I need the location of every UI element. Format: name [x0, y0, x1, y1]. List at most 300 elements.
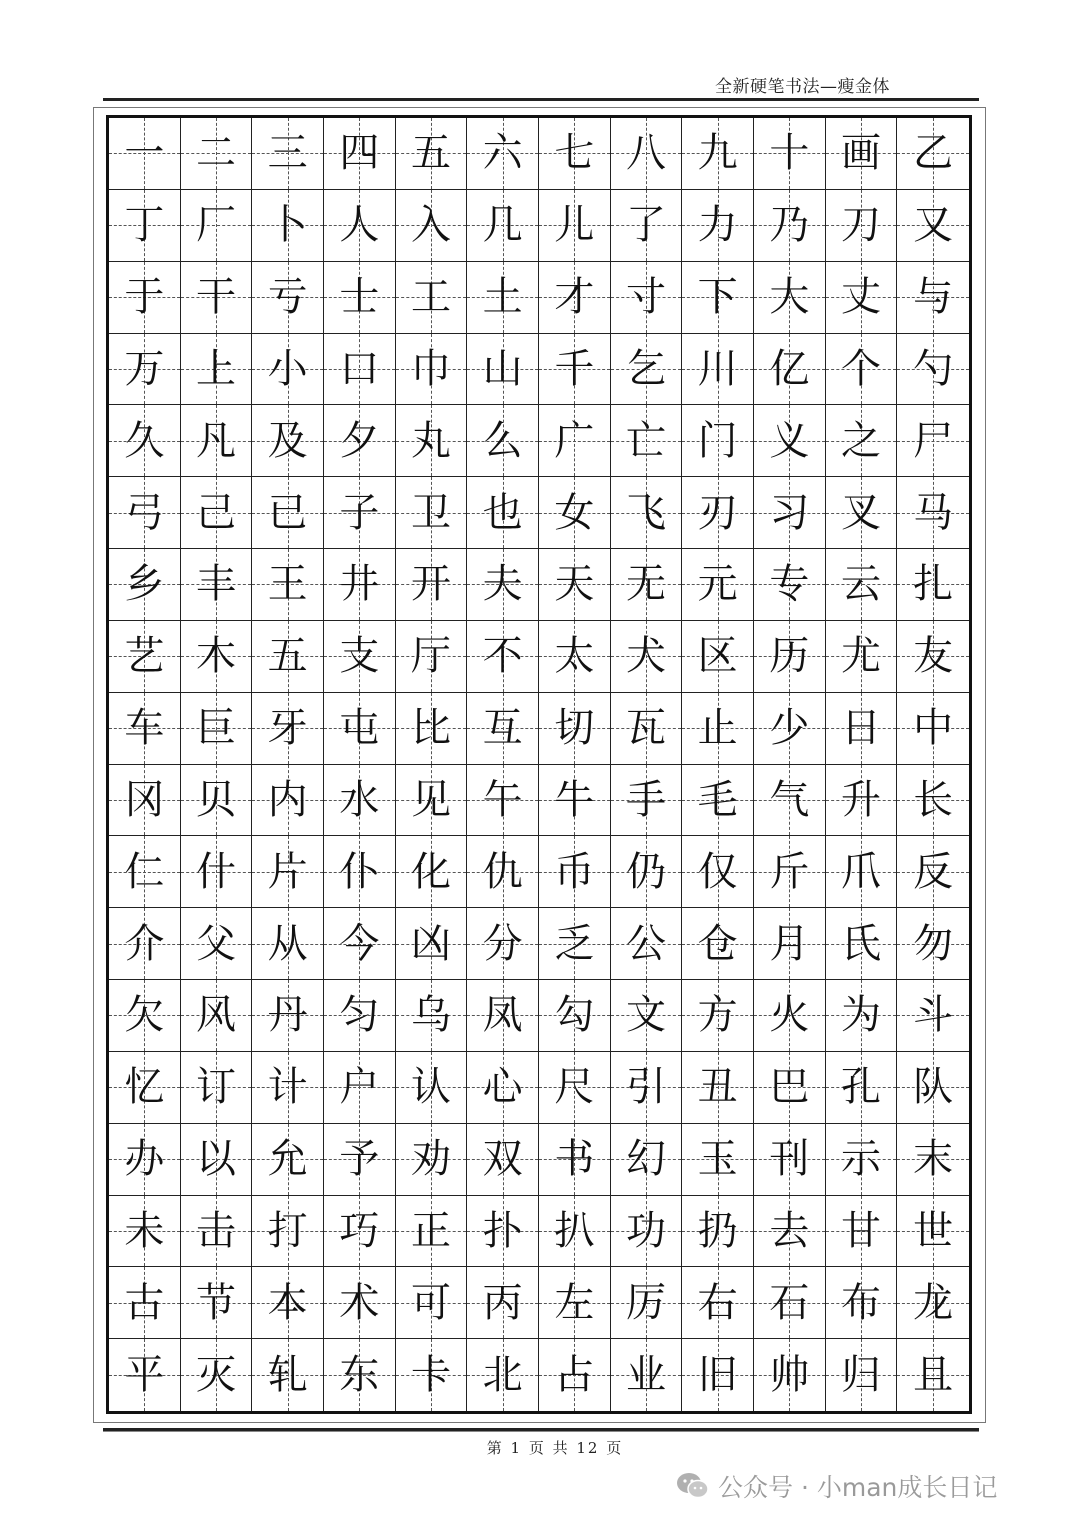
grid-cell — [897, 334, 969, 406]
practice-character: 户 — [339, 1064, 380, 1111]
grid-cell — [252, 1339, 324, 1411]
grid-cell — [682, 334, 754, 406]
grid-cell — [897, 477, 969, 549]
practice-character: 布 — [840, 1279, 881, 1326]
grid-cell — [109, 549, 181, 621]
practice-character: 午 — [482, 776, 523, 823]
practice-character: 氏 — [840, 920, 881, 967]
grid-cell — [396, 334, 468, 406]
grid-cell — [396, 1339, 468, 1411]
practice-character: 人 — [339, 202, 380, 249]
grid-cell — [826, 477, 898, 549]
grid-cell — [467, 549, 539, 621]
grid-cell — [467, 621, 539, 693]
grid-cell — [611, 477, 683, 549]
practice-character: 仁 — [124, 848, 165, 895]
practice-character: 去 — [769, 1207, 810, 1254]
practice-character: 切 — [554, 705, 595, 752]
grid-cell — [467, 836, 539, 908]
practice-character: 中 — [913, 705, 954, 752]
grid-cell — [539, 118, 611, 190]
grid-cell — [754, 1196, 826, 1268]
practice-character: 开 — [410, 561, 451, 608]
practice-character: 仇 — [482, 848, 523, 895]
grid-cell — [324, 693, 396, 765]
grid-cell — [181, 1124, 253, 1196]
grid-cell — [324, 765, 396, 837]
grid-cell — [324, 190, 396, 262]
practice-character: 四 — [339, 130, 380, 177]
grid-cell — [682, 549, 754, 621]
grid-cell — [754, 477, 826, 549]
grid-cell — [467, 693, 539, 765]
practice-character: 父 — [195, 920, 236, 967]
grid-cell — [467, 118, 539, 190]
practice-character: 下 — [697, 274, 738, 321]
grid-cell — [252, 262, 324, 334]
grid-cell — [396, 1196, 468, 1268]
practice-character: 从 — [267, 920, 308, 967]
practice-character: 尸 — [913, 417, 954, 464]
grid-cell — [109, 1052, 181, 1124]
practice-character: 七 — [554, 130, 595, 177]
practice-character: 扑 — [482, 1207, 523, 1254]
grid-cell — [611, 980, 683, 1052]
grid-cell — [109, 1196, 181, 1268]
practice-character: 区 — [697, 633, 738, 680]
watermark-text: 公众号 · 小man成长日记 — [718, 1473, 998, 1502]
practice-character: 个 — [840, 345, 881, 392]
grid-cell — [181, 190, 253, 262]
practice-character: 分 — [482, 920, 523, 967]
practice-character: 匀 — [339, 992, 380, 1039]
grid-cell — [539, 1052, 611, 1124]
practice-character: 毛 — [697, 776, 738, 823]
grid-cell — [539, 836, 611, 908]
grid-cell — [754, 980, 826, 1052]
practice-character: 天 — [554, 561, 595, 608]
practice-character: 丁 — [124, 202, 165, 249]
practice-character: 上 — [195, 345, 236, 392]
practice-character: 二 — [195, 130, 236, 177]
practice-character: 十 — [769, 130, 810, 177]
practice-character: 计 — [267, 1064, 308, 1111]
practice-character: 九 — [697, 130, 738, 177]
practice-character: 古 — [124, 1279, 165, 1326]
practice-character: 比 — [410, 705, 451, 752]
grid-cell — [109, 477, 181, 549]
grid-cell — [109, 262, 181, 334]
practice-character: 干 — [195, 274, 236, 321]
grid-cell — [682, 836, 754, 908]
practice-character: 北 — [482, 1352, 523, 1399]
practice-character: 厅 — [410, 633, 451, 680]
practice-character: 东 — [339, 1352, 380, 1399]
practice-character: 功 — [625, 1207, 666, 1254]
grid-cell — [324, 1052, 396, 1124]
grid-cell — [324, 1339, 396, 1411]
grid-cell — [682, 262, 754, 334]
practice-character: 不 — [482, 633, 523, 680]
practice-character: 末 — [913, 1136, 954, 1183]
practice-character: 内 — [267, 776, 308, 823]
practice-character: 斤 — [769, 848, 810, 895]
grid-cell — [109, 908, 181, 980]
grid-cell — [467, 1124, 539, 1196]
grid-cell — [826, 1267, 898, 1339]
grid-cell — [539, 908, 611, 980]
grid-cell — [109, 190, 181, 262]
grid-cell — [109, 118, 181, 190]
grid-cell — [252, 190, 324, 262]
grid-cell — [109, 836, 181, 908]
grid-cell — [396, 118, 468, 190]
practice-character: 厉 — [625, 1279, 666, 1326]
grid-cell — [324, 1196, 396, 1268]
grid-cell — [611, 262, 683, 334]
practice-character: 世 — [913, 1207, 954, 1254]
grid-cell — [252, 908, 324, 980]
practice-character: 订 — [195, 1064, 236, 1111]
grid-cell — [682, 1267, 754, 1339]
grid-cell — [324, 549, 396, 621]
header-rule — [103, 98, 979, 101]
practice-character: 子 — [339, 489, 380, 536]
grid-cell — [181, 693, 253, 765]
grid-cell — [826, 836, 898, 908]
document-title: 全新硬笔书法—瘦金体 — [715, 77, 890, 97]
practice-character: 亏 — [267, 274, 308, 321]
grid-cell — [467, 190, 539, 262]
practice-character: 月 — [769, 920, 810, 967]
grid-cell — [252, 1196, 324, 1268]
practice-character: 也 — [482, 489, 523, 536]
practice-character: 犬 — [625, 633, 666, 680]
grid-cell — [682, 980, 754, 1052]
practice-character: 忆 — [124, 1064, 165, 1111]
grid-cell — [682, 1052, 754, 1124]
practice-character: 见 — [410, 776, 451, 823]
practice-character: 劝 — [410, 1136, 451, 1183]
practice-character: 火 — [769, 992, 810, 1039]
grid-cell — [682, 477, 754, 549]
practice-character: 引 — [625, 1064, 666, 1111]
practice-character: 帅 — [769, 1352, 810, 1399]
grid-cell — [324, 405, 396, 477]
grid-cell — [539, 621, 611, 693]
practice-character: 心 — [482, 1064, 523, 1111]
practice-character: 斗 — [913, 992, 954, 1039]
practice-character: 术 — [339, 1279, 380, 1326]
practice-character: 欠 — [124, 992, 165, 1039]
practice-character: 与 — [913, 274, 954, 321]
practice-character: 丑 — [697, 1064, 738, 1111]
practice-character: 大 — [769, 274, 810, 321]
grid-cell — [181, 118, 253, 190]
grid-cell — [396, 693, 468, 765]
practice-character: 巧 — [339, 1207, 380, 1254]
practice-character: 允 — [267, 1136, 308, 1183]
practice-character: 力 — [697, 202, 738, 249]
practice-character: 巾 — [410, 345, 451, 392]
practice-character: 已 — [267, 489, 308, 536]
practice-character: 卡 — [410, 1352, 451, 1399]
grid-cell — [754, 765, 826, 837]
grid-cell — [396, 908, 468, 980]
practice-character: 万 — [124, 345, 165, 392]
practice-character: 车 — [124, 705, 165, 752]
practice-character: 今 — [339, 920, 380, 967]
practice-character: 击 — [195, 1207, 236, 1254]
grid-cell — [826, 980, 898, 1052]
grid-cell — [539, 1124, 611, 1196]
grid-cell — [396, 1052, 468, 1124]
grid-cell — [181, 1339, 253, 1411]
grid-cell — [467, 477, 539, 549]
grid-cell — [252, 1124, 324, 1196]
grid-cell — [611, 118, 683, 190]
practice-character: 以 — [195, 1136, 236, 1183]
practice-grid — [106, 115, 972, 1414]
practice-character: 卫 — [410, 489, 451, 536]
grid-cell — [897, 1339, 969, 1411]
grid-cell — [611, 621, 683, 693]
practice-character: 又 — [913, 202, 954, 249]
grid-cell — [252, 980, 324, 1052]
practice-character: 甘 — [840, 1207, 881, 1254]
practice-character: 山 — [482, 345, 523, 392]
grid-cell — [252, 1052, 324, 1124]
practice-character: 升 — [840, 776, 881, 823]
practice-character: 广 — [554, 417, 595, 464]
practice-character: 什 — [195, 848, 236, 895]
grid-cell — [181, 980, 253, 1052]
practice-character: 止 — [697, 705, 738, 752]
practice-character: 日 — [840, 705, 881, 752]
practice-character: 土 — [482, 274, 523, 321]
grid-cell — [754, 1267, 826, 1339]
grid-cell — [539, 765, 611, 837]
grid-cell — [181, 1196, 253, 1268]
practice-character: 仅 — [697, 848, 738, 895]
grid-cell — [539, 477, 611, 549]
grid-cell — [396, 621, 468, 693]
practice-character: 石 — [769, 1279, 810, 1326]
grid-cell — [109, 693, 181, 765]
practice-character: 玉 — [697, 1136, 738, 1183]
grid-cell — [396, 549, 468, 621]
practice-character: 节 — [195, 1279, 236, 1326]
practice-character: 乙 — [913, 130, 954, 177]
practice-character: 灭 — [195, 1352, 236, 1399]
grid-cell — [324, 1267, 396, 1339]
practice-character: 气 — [769, 776, 810, 823]
grid-cell — [897, 190, 969, 262]
grid-cell — [467, 765, 539, 837]
practice-character: 尺 — [554, 1064, 595, 1111]
practice-character: 予 — [339, 1136, 380, 1183]
grid-cell — [682, 1196, 754, 1268]
practice-character: 刃 — [697, 489, 738, 536]
grid-cell — [754, 1124, 826, 1196]
grid-cell — [611, 908, 683, 980]
practice-character: 长 — [913, 776, 954, 823]
practice-character: 正 — [410, 1207, 451, 1254]
grid-cell — [324, 908, 396, 980]
practice-character: 瓦 — [625, 705, 666, 752]
practice-character: 龙 — [913, 1279, 954, 1326]
grid-cell — [826, 1196, 898, 1268]
grid-cell — [754, 1052, 826, 1124]
practice-character: 元 — [697, 561, 738, 608]
practice-character: 八 — [625, 130, 666, 177]
practice-character: 风 — [195, 992, 236, 1039]
practice-character: 书 — [554, 1136, 595, 1183]
grid-cell — [682, 765, 754, 837]
grid-cell — [611, 836, 683, 908]
practice-character: 凶 — [410, 920, 451, 967]
practice-character: 义 — [769, 417, 810, 464]
practice-character: 亿 — [769, 345, 810, 392]
grid-cell — [109, 765, 181, 837]
practice-character: 刊 — [769, 1136, 810, 1183]
grid-cell — [109, 1339, 181, 1411]
grid-cell — [897, 1196, 969, 1268]
grid-cell — [539, 262, 611, 334]
practice-character: 才 — [554, 274, 595, 321]
practice-character: 介 — [124, 920, 165, 967]
grid-cell — [754, 262, 826, 334]
practice-character: 专 — [769, 561, 810, 608]
grid-cell — [897, 908, 969, 980]
grid-cell — [396, 190, 468, 262]
grid-cell — [897, 765, 969, 837]
grid-cell — [396, 477, 468, 549]
grid-cell — [611, 405, 683, 477]
practice-character: 扒 — [554, 1207, 595, 1254]
grid-cell — [754, 334, 826, 406]
practice-character: 仆 — [339, 848, 380, 895]
practice-character: 文 — [625, 992, 666, 1039]
practice-character: 丸 — [410, 417, 451, 464]
practice-character: 币 — [554, 848, 595, 895]
grid-cell — [754, 1339, 826, 1411]
practice-character: 丙 — [482, 1279, 523, 1326]
grid-cell — [181, 1052, 253, 1124]
practice-character: 五 — [410, 130, 451, 177]
grid-cell — [826, 190, 898, 262]
practice-character: 士 — [339, 274, 380, 321]
grid-cell — [826, 1052, 898, 1124]
grid-cell — [324, 334, 396, 406]
grid-cell — [754, 693, 826, 765]
grid-cell — [109, 980, 181, 1052]
practice-character: 可 — [410, 1279, 451, 1326]
practice-character: 幻 — [625, 1136, 666, 1183]
grid-cell — [467, 980, 539, 1052]
grid-cell — [396, 405, 468, 477]
grid-cell — [467, 908, 539, 980]
practice-character: 井 — [339, 561, 380, 608]
practice-character: 太 — [554, 633, 595, 680]
grid-cell — [754, 836, 826, 908]
grid-cell — [539, 1339, 611, 1411]
grid-cell — [539, 334, 611, 406]
practice-character: 艺 — [124, 633, 165, 680]
practice-character: 未 — [124, 1207, 165, 1254]
grid-cell — [467, 1267, 539, 1339]
grid-cell — [181, 405, 253, 477]
grid-cell — [754, 621, 826, 693]
practice-character: 友 — [913, 633, 954, 680]
grid-cell — [754, 549, 826, 621]
grid-cell — [467, 1052, 539, 1124]
grid-cell — [611, 1339, 683, 1411]
practice-character: 巨 — [195, 705, 236, 752]
grid-cell — [682, 190, 754, 262]
page-number: 第 1 页 共 12 页 — [486, 1439, 624, 1457]
practice-character: 亡 — [625, 417, 666, 464]
grid-cell — [181, 477, 253, 549]
practice-character: 乡 — [124, 561, 165, 608]
practice-character: 夕 — [339, 417, 380, 464]
practice-character: 己 — [195, 489, 236, 536]
grid-cell — [897, 621, 969, 693]
grid-cell — [252, 621, 324, 693]
practice-character: 归 — [840, 1352, 881, 1399]
practice-character: 本 — [267, 1279, 308, 1326]
grid-cell — [324, 621, 396, 693]
practice-character: 于 — [124, 274, 165, 321]
grid-cell — [539, 1196, 611, 1268]
practice-character: 双 — [482, 1136, 523, 1183]
grid-cell — [252, 334, 324, 406]
grid-cell — [539, 190, 611, 262]
practice-character: 乃 — [769, 202, 810, 249]
practice-character: 夫 — [482, 561, 523, 608]
practice-character: 冈 — [124, 776, 165, 823]
practice-character: 六 — [482, 130, 523, 177]
practice-character: 王 — [267, 561, 308, 608]
grid-cell — [897, 1267, 969, 1339]
practice-character: 寸 — [625, 274, 666, 321]
grid-cell — [181, 262, 253, 334]
grid-cell — [324, 118, 396, 190]
practice-character: 平 — [124, 1352, 165, 1399]
practice-character: 左 — [554, 1279, 595, 1326]
grid-cell — [826, 621, 898, 693]
grid-cell — [897, 980, 969, 1052]
grid-cell — [539, 549, 611, 621]
watermark — [676, 1466, 997, 1506]
practice-character: 打 — [267, 1207, 308, 1254]
practice-character: 牙 — [267, 705, 308, 752]
grid-cell — [109, 1267, 181, 1339]
grid-cell — [396, 262, 468, 334]
practice-character: 川 — [697, 345, 738, 392]
practice-character: 右 — [697, 1279, 738, 1326]
practice-character: 口 — [339, 345, 380, 392]
practice-character: 画 — [840, 130, 881, 177]
grid-cell — [826, 405, 898, 477]
grid-cell — [611, 1267, 683, 1339]
practice-character: 旧 — [697, 1352, 738, 1399]
grid-cell — [324, 980, 396, 1052]
practice-character: 认 — [410, 1064, 451, 1111]
grid-cell — [754, 405, 826, 477]
grid-cell — [109, 334, 181, 406]
practice-character: 小 — [267, 345, 308, 392]
